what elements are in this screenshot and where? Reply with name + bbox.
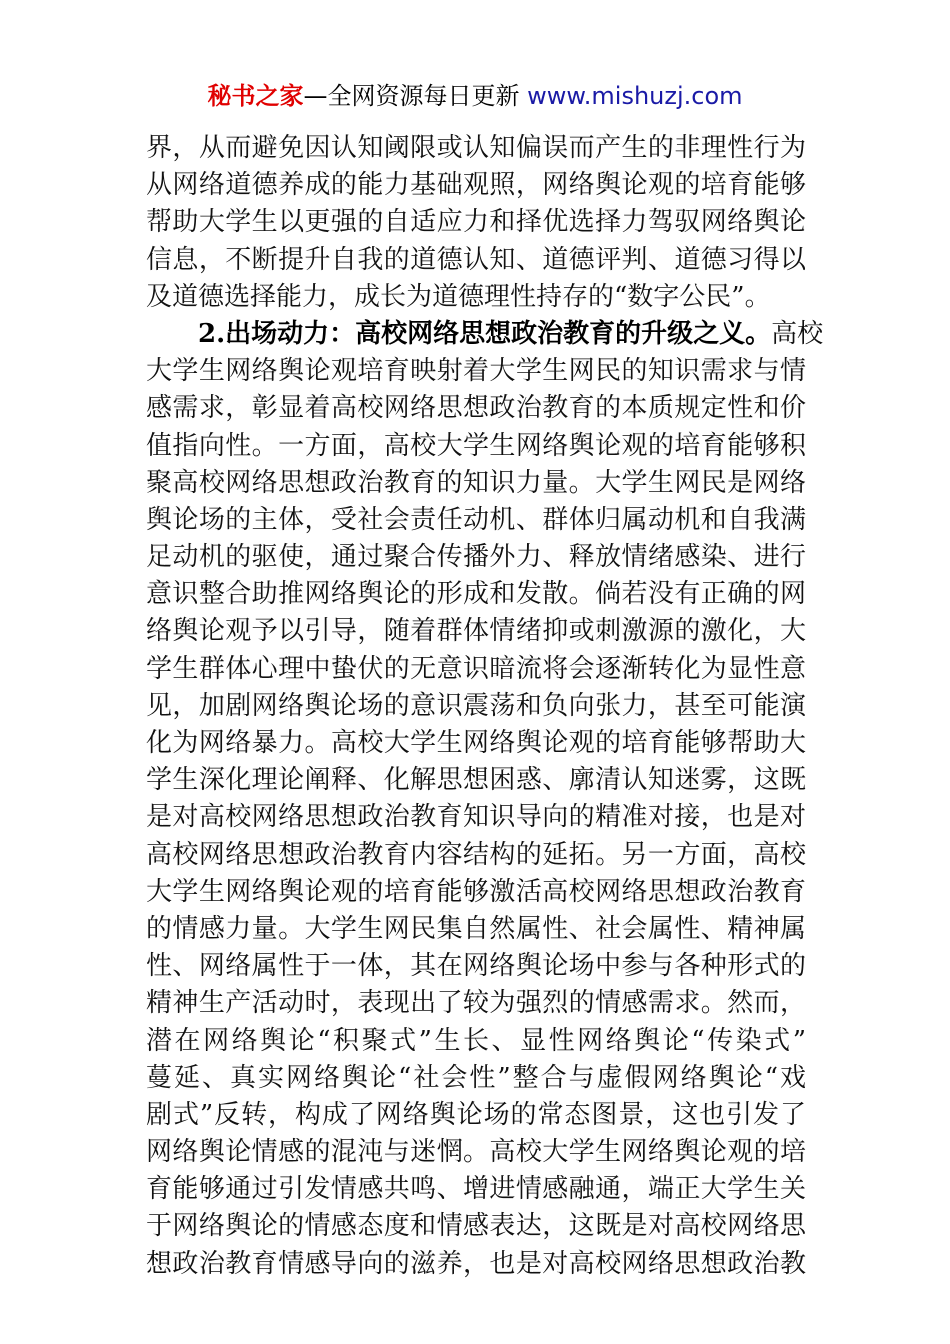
text-line: 意识整合助推网络舆论的形成和发散。倘若没有正确的网: [146, 579, 806, 610]
text-line: 高校网络思想政治教育内容结构的延拓。另一方面，高校: [146, 839, 806, 870]
text-line: 学生群体心理中蛰伏的无意识暗流将会逐渐转化为显性意: [146, 653, 806, 684]
text-line: 帮助大学生以更强的自适应力和择优选择力驾驭网络舆论: [146, 207, 806, 238]
text-line: 界，从而避免因认知阈限或认知偏误而产生的非理性行为: [146, 133, 806, 163]
text-line: 精神生产活动时，表现出了较为强烈的情感需求。然而，: [146, 988, 806, 1019]
text-line: 学生深化理论阐释、化解思想困惑、廓清认知迷雾，这既: [146, 765, 806, 796]
text-line: 感需求，彰显着高校网络思想政治教育的本质规定性和价: [146, 393, 806, 424]
body-text: [146, 130, 824, 1283]
brand-name: 秘书之家: [207, 82, 304, 110]
text-line: 网络舆论情感的混沌与迷惘。高校大学生网络舆论观的培: [146, 1137, 806, 1168]
text-line: 从网络道德养成的能力基础观照，网络舆论观的培育能够: [146, 170, 806, 201]
text-line: 于网络舆论的情感态度和情感表达，这既是对高校网络思: [146, 1211, 806, 1242]
section-heading-line: [146, 316, 824, 353]
text-line: 大学生网络舆论观的培育能够激活高校网络思想政治教育: [146, 876, 806, 907]
text-line: 的情感力量。大学生网民集自然属性、社会属性、精神属: [146, 913, 806, 944]
text-line: 见，加剧网络舆论场的意识震荡和负向张力，甚至可能演: [146, 690, 806, 721]
text-line: 蔓延、真实网络舆论“社会性”整合与虚假网络舆论“戏: [146, 1062, 806, 1093]
header-slogan: 全网资源每日更新: [327, 82, 528, 110]
text-line: 络舆论观予以引导，随着群体情绪抑或刺激源的激化，大: [146, 616, 806, 647]
text-line: 信息，不断提升自我的道德认知、道德评判、道德习得以: [146, 244, 806, 275]
text-line: 是对高校网络思想政治教育知识导向的精准对接，也是对: [146, 802, 806, 833]
text-line: 聚高校网络思想政治教育的知识力量。大学生网民是网络: [146, 467, 806, 498]
text-line: 足动机的驱使，通过聚合传播外力、释放情绪感染、进行: [146, 542, 806, 573]
site-url[interactable]: www.mishuzj.com: [527, 82, 743, 110]
text-line: 性、网络属性于一体，其在网络舆论场中参与各种形式的: [146, 951, 806, 982]
section-heading-rest: 高校: [771, 318, 824, 349]
text-line: 潜在网络舆论“积聚式”生长、显性网络舆论“传染式”: [146, 1025, 806, 1056]
text-line: 育能够通过引发情感共鸣、增进情感融通，端正大学生关: [146, 1174, 806, 1205]
text-line: 舆论场的主体，受社会责任动机、群体归属动机和自我满: [146, 504, 806, 535]
text-line: 想政治教育情感导向的滋养，也是对高校网络思想政治教: [146, 1248, 806, 1279]
text-line: 及道德选择能力，成长为道德理性持存的“数字公民”。: [146, 281, 771, 312]
text-line: 化为网络暴力。高校大学生网络舆论观的培育能够帮助大: [146, 728, 806, 758]
text-line: 剧式”反转，构成了网络舆论场的常态图景，这也引发了: [146, 1099, 806, 1130]
text-line: 值指向性。一方面，高校大学生网络舆论观的培育能够积: [146, 430, 806, 461]
header-dash: —: [303, 82, 328, 110]
section-heading: 2.出场动力：高校网络思想政治教育的升级之义。: [198, 318, 772, 349]
page-header: [0, 80, 950, 112]
text-line: 大学生网络舆论观培育映射着大学生网民的知识需求与情: [146, 356, 806, 387]
